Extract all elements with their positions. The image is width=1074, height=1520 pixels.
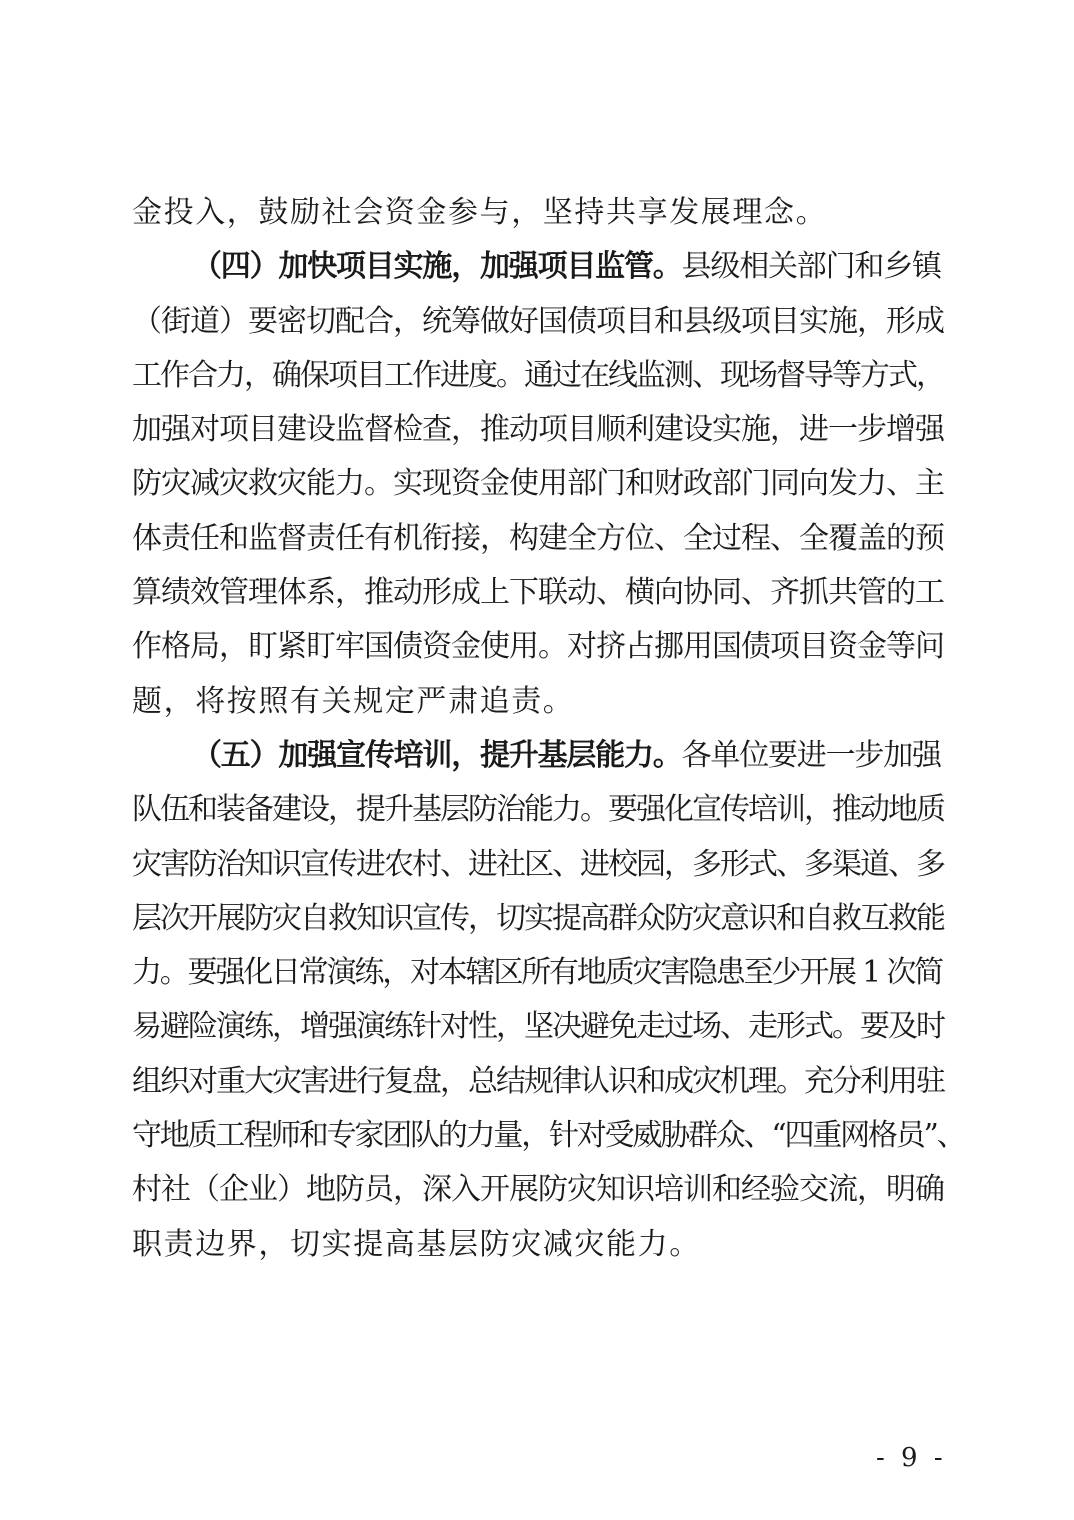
text-line: 加强对项目建设监督检查，推动项目顺利建设实施，进一步增强 <box>132 412 944 448</box>
text-run: 各单位要进一步加强 <box>681 737 941 773</box>
section-heading: （四）加快项目实施，加强项目监管。 <box>192 249 682 285</box>
text-line: 易避险演练，增强演练针对性，坚决避免走过场、走形式。要及时 <box>132 1009 944 1045</box>
text-run: 县级相关部门和乡镇 <box>681 249 941 285</box>
paragraph-first-line <box>132 240 944 294</box>
text-line: 金投入，鼓励社会资金参与，坚持共享发展理念。 <box>132 195 828 230</box>
text-line: 层次开展防灾自救知识宣传，切实提高群众防灾意识和自救互救能 <box>132 900 944 936</box>
text-line: 职责边界，切实提高基层防灾减灾能力。 <box>132 1226 701 1262</box>
text-line: 队伍和装备建设，提升基层防治能力。要强化宣传培训，推动地质 <box>132 792 944 828</box>
text-line: 题，将按照有关规定严肃追责。 <box>132 683 575 719</box>
page-number: - 9 - <box>876 1443 947 1473</box>
text-line: 工作合力，确保项目工作进度。通过在线监测、现场督导等方式， <box>132 357 944 393</box>
paragraph-first-line <box>132 729 944 783</box>
text-line: （街道）要密切配合，统筹做好国债项目和县级项目实施，形成 <box>132 303 944 339</box>
text-line: 组织对重大灾害进行复盘，总结规律认识和成灾机理。充分利用驻 <box>132 1063 944 1099</box>
section-heading: （五）加强宣传培训，提升基层能力。 <box>192 737 682 773</box>
text-line: 力。要强化日常演练，对本辖区所有地质灾害隐患至少开展 1 次简 <box>132 955 942 991</box>
text-line: 灾害防治知识宣传进农村、进社区、进校园，多形式、多渠道、多 <box>132 846 944 882</box>
text-line: 体责任和监督责任有机衔接，构建全方位、全过程、全覆盖的预 <box>132 520 944 556</box>
text-line: 算绩效管理体系，推动形成上下联动、横向协同、齐抓共管的工 <box>132 575 944 611</box>
text-line: 守地质工程师和专家团队的力量，针对受威胁群众、“四重网格员”、 <box>132 1118 965 1154</box>
text-line: 村社（企业）地防员，深入开展防灾知识培训和经验交流，明确 <box>132 1172 944 1208</box>
body-text <box>132 186 965 1272</box>
text-line: 防灾减灾救灾能力。实现资金使用部门和财政部门同向发力、主 <box>132 466 944 502</box>
text-line: 作格局，盯紧盯牢国债资金使用。对挤占挪用国债项目资金等问 <box>132 629 944 665</box>
